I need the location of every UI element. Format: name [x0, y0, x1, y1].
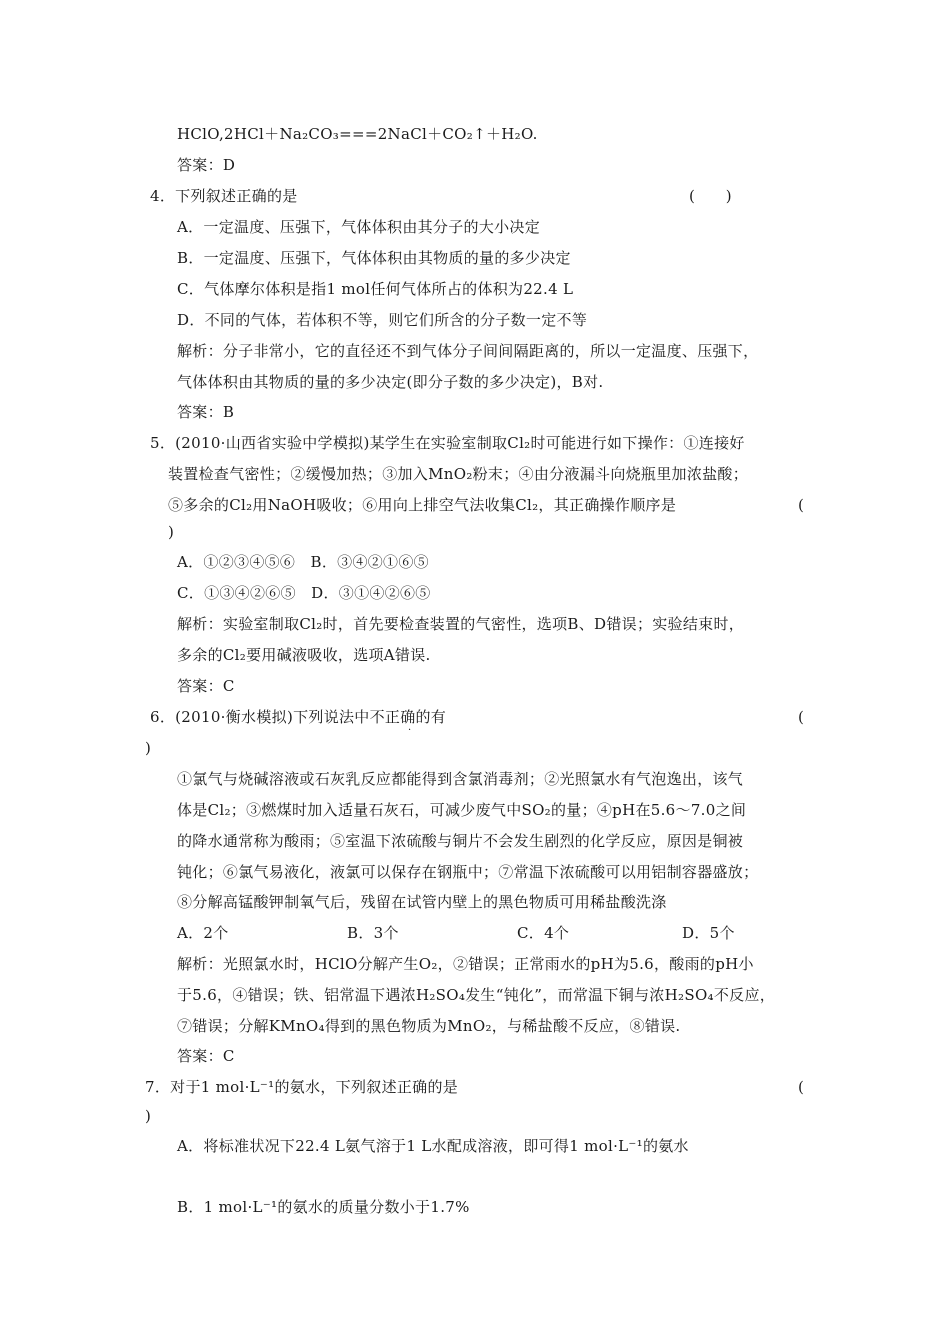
statement-line: ①氯气与烧碱溶液或石灰乳反应都能得到含氯消毒剂；②光照氯水有气泡逸出，该气 — [177, 770, 744, 788]
explanation-line: 解析：分子非常小，它的直径还不到气体分子间间隔距离的，所以一定温度、压强下， — [177, 342, 759, 360]
option-a: A．将标准状况下22.4 L氨气溶于1 L水配成溶液，即可得1 mol·L⁻¹的氨水 — [177, 1137, 689, 1155]
option-b: B．1 mol·L⁻¹的氨水的质量分数小于1.7% — [177, 1198, 470, 1216]
answer-bracket-open: ( — [798, 1078, 805, 1096]
text-line: HClO,2HCl＋Na₂CO₃===2NaCl＋CO₂↑＋H₂O. — [177, 125, 538, 143]
options-row: C．①③④②⑥⑤ D．③①④②⑥⑤ — [177, 584, 431, 602]
option-b: B．一定温度、压强下，气体体积由其物质的量的多少决定 — [177, 249, 571, 267]
question-4-stem: 4．下列叙述正确的是 — [150, 187, 298, 205]
statement-line: 的降水通常称为酸雨；⑤室温下浓硫酸与铜片不会发生剧烈的化学反应，原因是铜被 — [177, 832, 744, 850]
answer-bracket-open: ( — [798, 708, 805, 726]
question-7-stem: 7．对于1 mol·L⁻¹的氨水，下列叙述正确的是 — [145, 1078, 459, 1096]
explanation-line: 多余的Cl₂要用碱液吸收，选项A错误. — [177, 646, 431, 664]
statement-line: 钝化；⑥氯气易液化，液氯可以保存在钢瓶中；⑦常温下浓硫酸可以用铝制容器盛放； — [177, 863, 759, 881]
option-b: B．3个 — [347, 924, 399, 942]
question-6-stem: 6．(2010·衡水模拟)下列说法中不正确的有 — [150, 708, 447, 726]
explanation-line: ⑦错误；分解KMnO₄得到的黑色物质为MnO₂，与稀盐酸不反应，⑧错误. — [177, 1017, 681, 1035]
options-row: A．①②③④⑤⑥ B．③④②①⑥⑤ — [177, 553, 429, 571]
statement-line: 体是Cl₂；③燃煤时加入适量石灰石，可减少废气中SO₂的量；④pH在5.6～7.0之间 — [177, 801, 747, 819]
question-5-stem: 装置检查气密性；②缓慢加热；③加入MnO₂粉末；④由分液漏斗向烧瓶里加浓盐酸； — [168, 465, 749, 483]
explanation-line: 解析：光照氯水时，HClO分解产生O₂，②错误；正常雨水的pH为5.6，酸雨的pH小 — [177, 955, 754, 973]
answer-bracket-close: ) — [168, 523, 175, 541]
option-d: D．5个 — [682, 924, 735, 942]
answer-line: 答案：C — [177, 677, 235, 695]
statement-line: ⑧分解高锰酸钾制氧气后，残留在试管内壁上的黑色物质可用稀盐酸洗涤 — [177, 893, 667, 911]
explanation-line: 解析：实验室制取Cl₂时，首先要检查装置的气密性，选项B、D错误；实验结束时， — [177, 615, 745, 633]
option-d: D．不同的气体，若体积不等，则它们所含的分子数一定不等 — [177, 311, 588, 329]
answer-line: 答案：C — [177, 1047, 235, 1065]
question-5-stem: 5．(2010·山西省实验中学模拟)某学生在实验室制取Cl₂时可能进行如下操作：①连接好 — [150, 434, 745, 452]
option-c: C．气体摩尔体积是指1 mol任何气体所占的体积为22.4 L — [177, 280, 574, 298]
question-5-stem: ⑤多余的Cl₂用NaOH吸收；⑥用向上排空气法收集Cl₂，其正确操作顺序是 — [168, 496, 677, 514]
answer-line: 答案：D — [177, 156, 236, 174]
explanation-line: 于5.6，④错误；铁、铝常温下遇浓H₂SO₄发生“钝化”，而常温下铜与浓H₂SO₄不反应， — [177, 986, 776, 1004]
answer-bracket-close: ) — [145, 739, 152, 757]
answer-bracket-open: ( — [798, 496, 805, 514]
option-a: A．2个 — [177, 924, 229, 942]
answer-bracket: ( ) — [689, 187, 732, 205]
option-c: C．4个 — [517, 924, 570, 942]
explanation-line: 气体体积由其物质的量的多少决定(即分子数的多少决定)，B对. — [177, 373, 604, 391]
emphasis-dot: · — [408, 725, 412, 736]
option-a: A．一定温度、压强下，气体体积由其分子的大小决定 — [177, 218, 541, 236]
answer-line: 答案：B — [177, 403, 235, 421]
answer-bracket-close: ) — [145, 1107, 152, 1125]
